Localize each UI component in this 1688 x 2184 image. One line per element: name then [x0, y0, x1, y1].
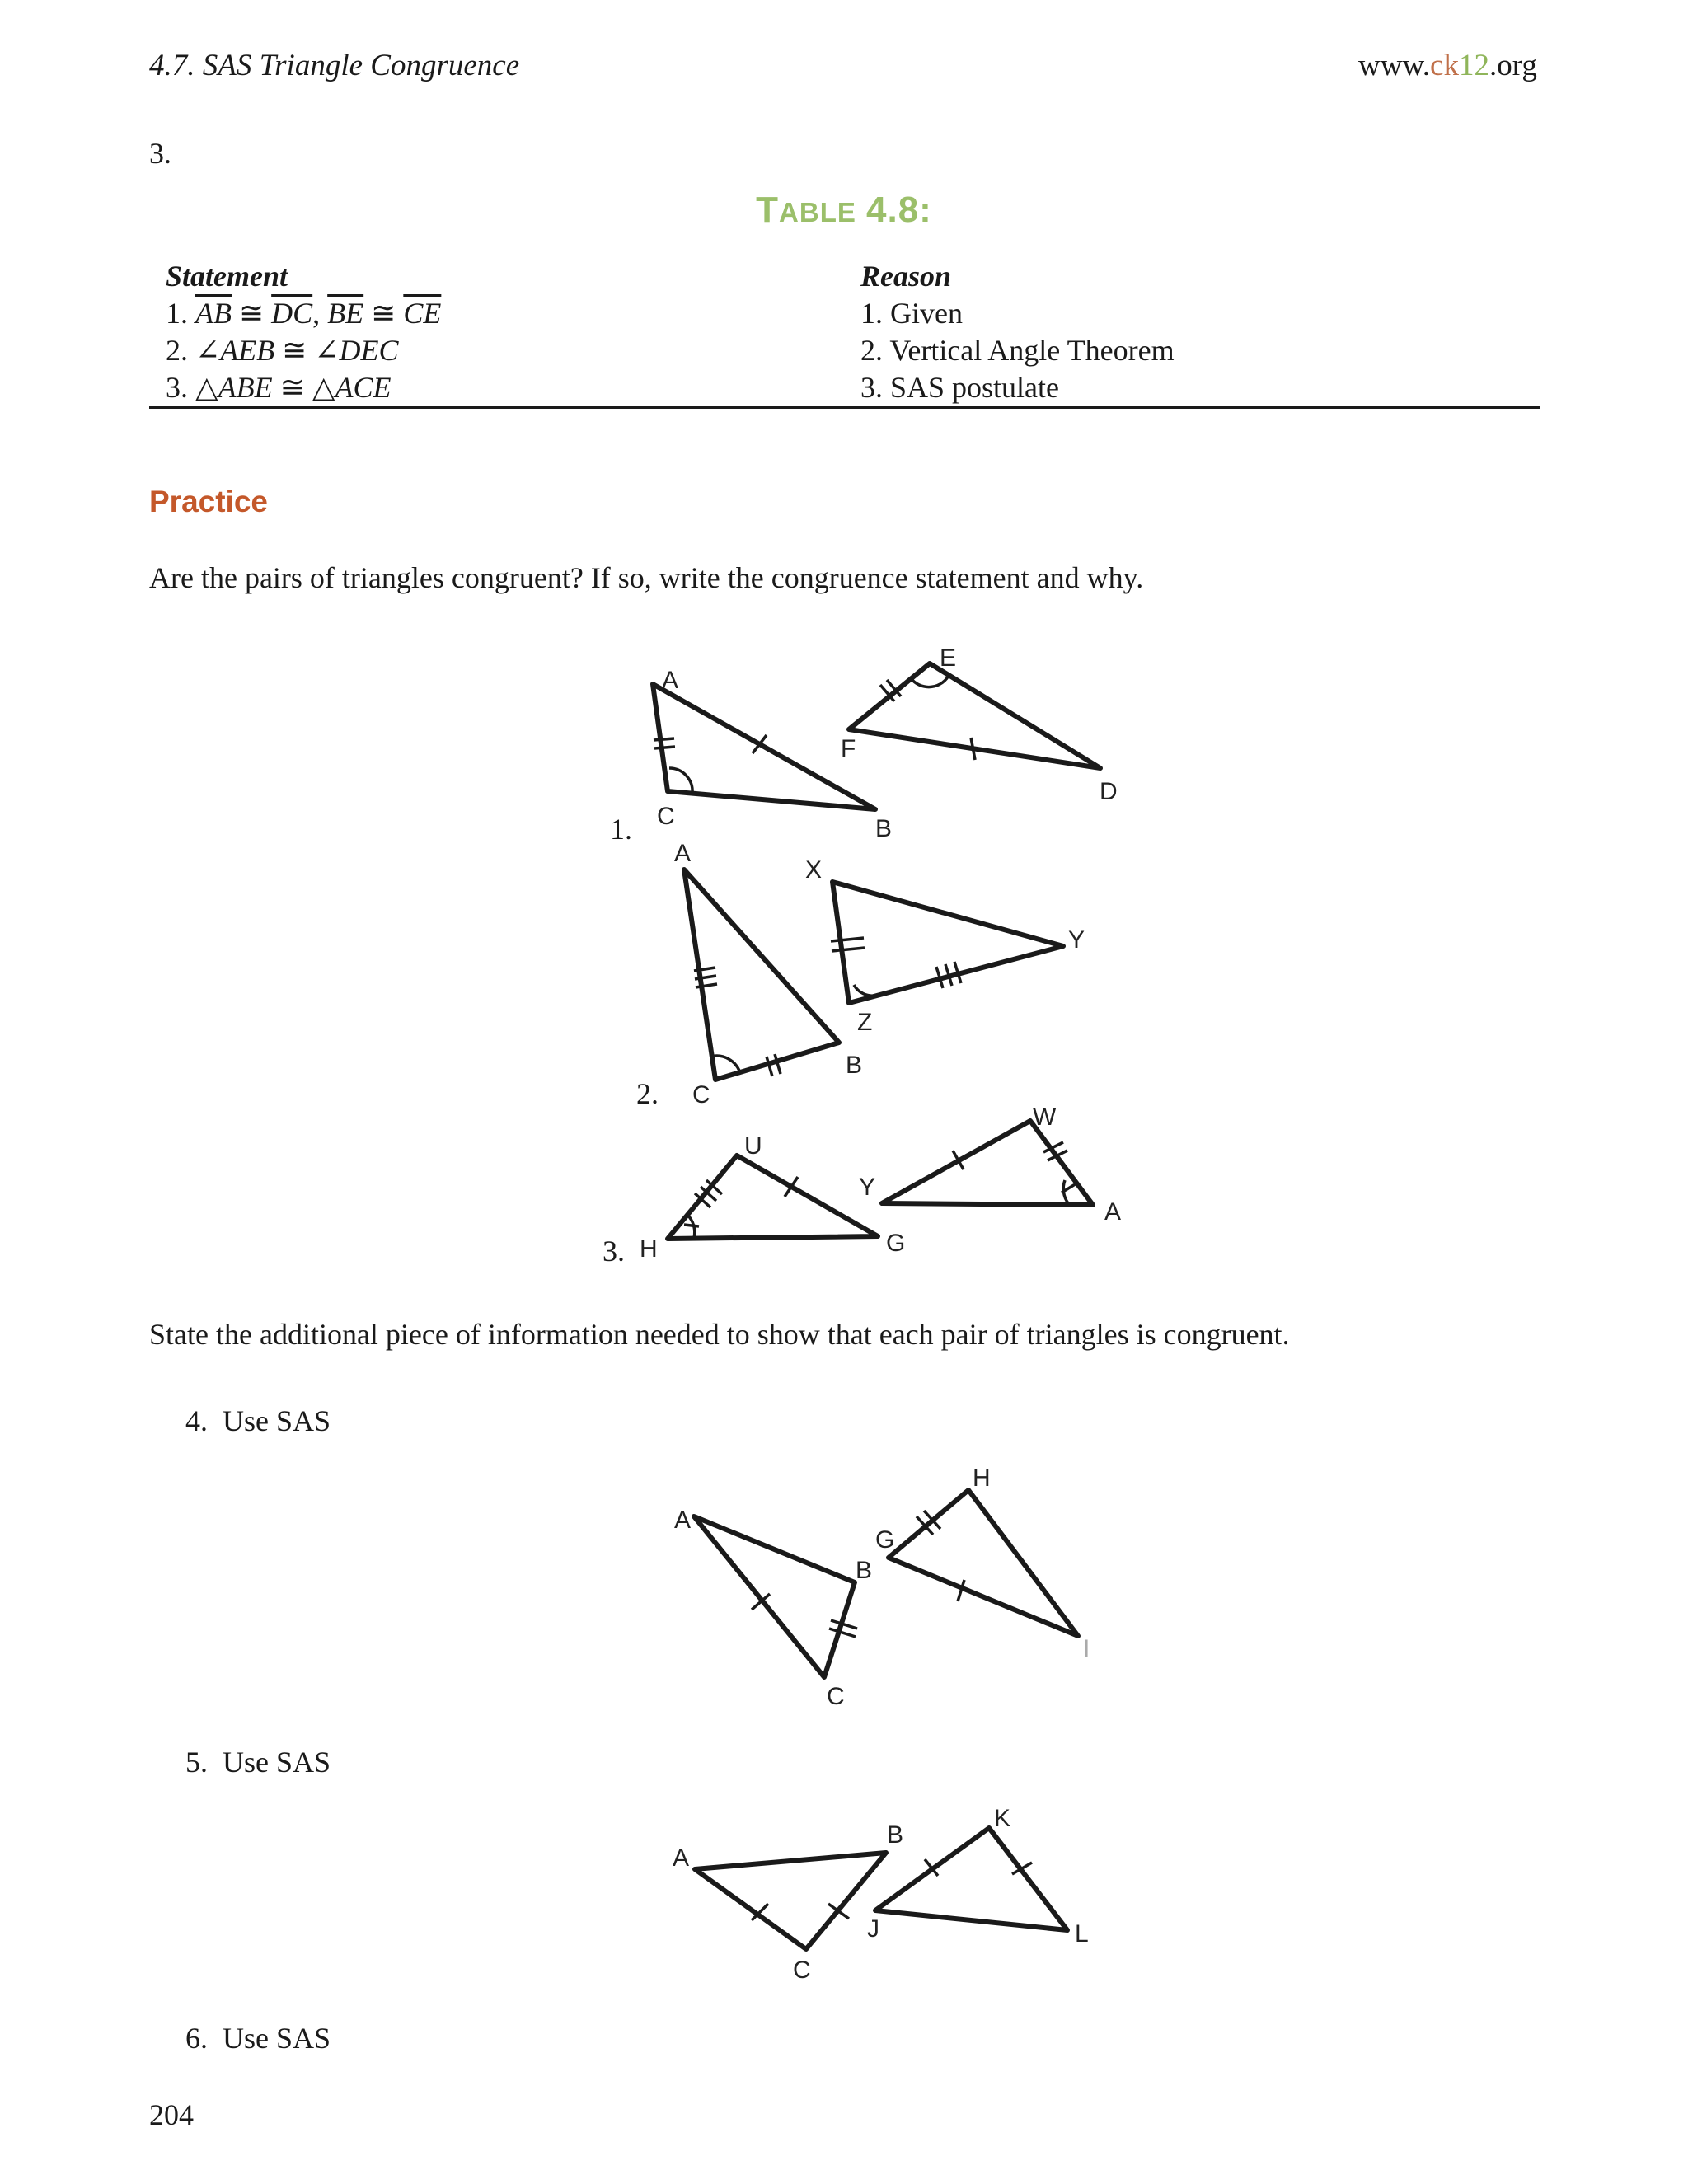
page-number: 204 [149, 2098, 194, 2131]
vertex-label: Y [1068, 926, 1085, 954]
vertex-label: I [1083, 1635, 1090, 1662]
statement-number: 3. [166, 371, 188, 404]
vertex-label: B [856, 1557, 873, 1584]
col-reason: Reason [860, 260, 952, 293]
example-number: 3. [149, 137, 171, 170]
vertex-label: C [692, 1081, 710, 1108]
segment: $\overline{CE}$ [403, 297, 442, 330]
site-suffix: .org [1489, 49, 1537, 82]
congruent-symbol: ≅ [282, 334, 307, 367]
triangle: △ACE [312, 371, 392, 404]
triangle: △ABE [195, 371, 273, 404]
problem-number: 6. [185, 2022, 208, 2055]
figure-number: 2. [636, 1077, 659, 1110]
vertex-label: A [674, 840, 692, 867]
congruent-symbol: ≅ [371, 297, 396, 330]
site-12: 12 [1458, 49, 1489, 82]
instruction-text: State the additional piece of information needed to show that each pair of triangles is congruent. [149, 1318, 1290, 1351]
figure-number: 1. [610, 813, 632, 846]
vertex-label: X [805, 856, 823, 883]
comma: , [312, 297, 321, 330]
col-statement: Statement [166, 260, 288, 293]
vertex-label: B [875, 815, 893, 842]
segment: $\overline{AB}$ [195, 297, 232, 330]
problem-number: 4. [185, 1404, 208, 1437]
caption-able: ABLE [779, 197, 856, 227]
statement-number: 2. [166, 334, 188, 367]
congruent-symbol: ≅ [279, 371, 305, 404]
vertex-label: W [1033, 1104, 1057, 1131]
vertex-label: L [1075, 1920, 1089, 1947]
triangle-kjl [875, 1828, 1067, 1930]
vertex-label: A [674, 1507, 692, 1534]
site-prefix: www. [1358, 49, 1431, 82]
problem-text: Use SAS [223, 1746, 331, 1779]
vertex-label: H [640, 1235, 658, 1263]
vertex-label: K [994, 1805, 1011, 1832]
practice-intro: Are the pairs of triangles congruent? If so, write the congruence statement and why. [149, 561, 1144, 594]
problem-text: Use SAS [223, 1404, 331, 1437]
vertex-label: A [1104, 1198, 1122, 1226]
reason-cell: 2. Vertical Angle Theorem [860, 334, 1175, 367]
figure-number: 3. [603, 1235, 625, 1268]
congruent-symbol: ≅ [238, 297, 265, 330]
segment: $\overline{BE}$ [327, 297, 364, 330]
vertex-label: J [867, 1915, 879, 1943]
caption-t: T [756, 190, 780, 230]
reason-cell: 1. Given [860, 297, 963, 330]
vertex-label: C [827, 1683, 845, 1710]
angle: ∠AEB [195, 334, 275, 367]
caption-number: 4.8: [866, 190, 932, 230]
triangle-abc [695, 1853, 886, 1949]
vertex-label: Z [857, 1009, 873, 1036]
statement-number: 1. [166, 297, 188, 330]
reason-cell: 3. SAS postulate [844, 369, 1540, 408]
problem-text: Use SAS [223, 2022, 331, 2055]
vertex-label: A [662, 667, 679, 694]
vertex-label: H [973, 1465, 991, 1492]
vertex-label: U [744, 1132, 762, 1160]
vertex-label: B [846, 1052, 863, 1079]
running-header-section: 4.7. SAS Triangle Congruence [149, 49, 520, 82]
vertex-label: E [940, 644, 957, 672]
angle: ∠DEC [314, 334, 399, 367]
vertex-label: D [1100, 778, 1118, 805]
vertex-label: C [657, 803, 675, 830]
segment: $\overline{DC}$ [271, 297, 313, 330]
vertex-label: A [673, 1844, 690, 1872]
problem-number: 5. [185, 1746, 208, 1779]
vertex-label: G [886, 1230, 906, 1257]
vertex-label: F [841, 735, 856, 762]
vertex-label: Y [859, 1174, 876, 1201]
problem-6 [185, 2021, 331, 2055]
vertex-label: G [875, 1526, 895, 1554]
vertex-label: B [887, 1821, 904, 1849]
vertex-label: C [793, 1957, 811, 1984]
site-ck: ck [1430, 49, 1459, 82]
practice-heading: Practice [149, 485, 268, 518]
